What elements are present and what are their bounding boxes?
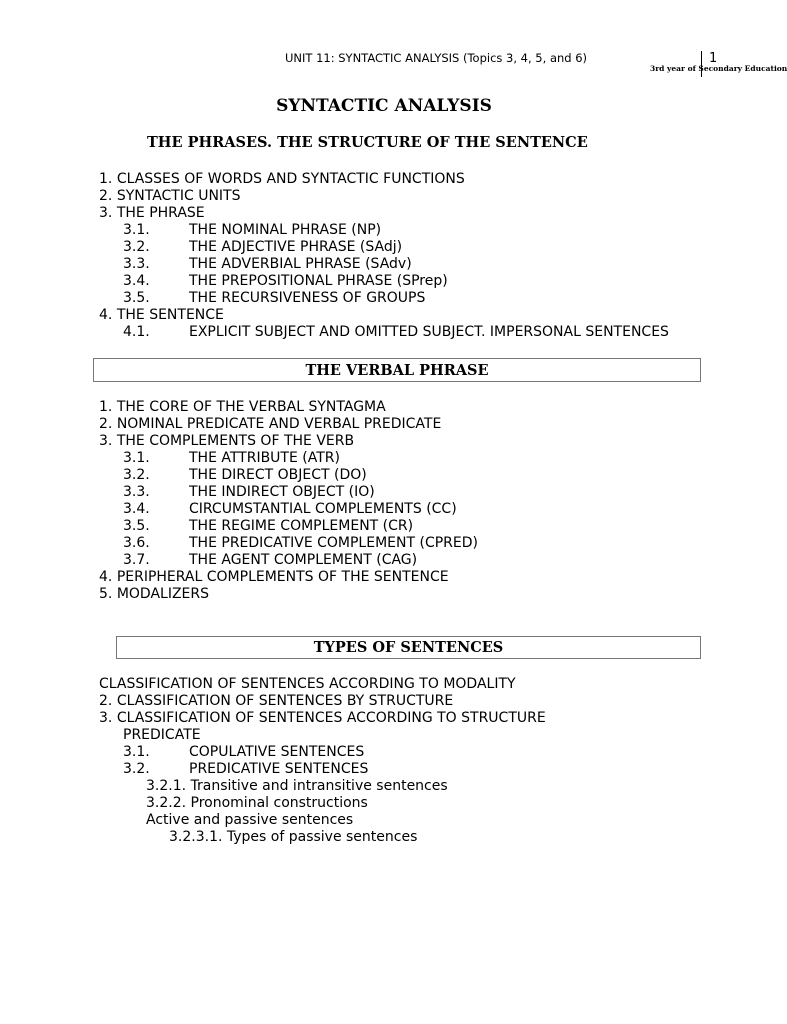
list-item: THE PREDICATIVE COMPLEMENT (CPRED) — [189, 535, 478, 551]
list-item: Active and passive sentences — [146, 812, 354, 828]
list-item-number: 4.1. — [123, 324, 150, 340]
list-item-number: 3.2. — [123, 761, 150, 777]
list-item: 1. THE CORE OF THE VERBAL SYNTAGMA — [99, 399, 386, 415]
page-title: SYNTACTIC ANALYSIS — [276, 96, 492, 116]
page-number: 1 — [709, 51, 718, 66]
list-item: THE ATTRIBUTE (ATR) — [189, 450, 340, 466]
list-item-number: 3.3. — [123, 256, 150, 272]
list-item: 2. NOMINAL PREDICATE AND VERBAL PREDICATE — [99, 416, 442, 432]
list-item-number: 3.7. — [123, 552, 150, 568]
list-item-number: 3.5. — [123, 290, 150, 306]
section-heading-box: TYPES OF SENTENCES — [116, 636, 701, 659]
list-item-number: 3.4. — [123, 273, 150, 289]
list-item: THE ADJECTIVE PHRASE (SAdj) — [189, 239, 403, 255]
list-item: 3.2.2. Pronominal constructions — [146, 795, 368, 811]
list-item-number: 3.1. — [123, 450, 150, 466]
list-item: THE DIRECT OBJECT (DO) — [189, 467, 367, 483]
running-header: UNIT 11: SYNTACTIC ANALYSIS (Topics 3, 4, 5, and 6) — [285, 51, 588, 65]
course-label: 3rd year of Secondary Education — [650, 64, 787, 73]
list-item: EXPLICIT SUBJECT AND OMITTED SUBJECT. IMPERSONAL SENTENCES — [189, 324, 669, 340]
list-item: THE NOMINAL PHRASE (NP) — [189, 222, 382, 238]
list-item: 3. THE COMPLEMENTS OF THE VERB — [99, 433, 355, 449]
list-item-continuation: PREDICATE — [123, 727, 201, 743]
section-heading-box: THE VERBAL PHRASE — [93, 358, 701, 382]
list-item-number: 3.1. — [123, 222, 150, 238]
list-item: PREDICATIVE SENTENCES — [189, 761, 369, 777]
list-item: 5. MODALIZERS — [99, 586, 210, 602]
list-item: THE ADVERBIAL PHRASE (SAdv) — [189, 256, 412, 272]
list-item: 3.2.3.1. Types of passive sentences — [169, 829, 418, 845]
list-item: COPULATIVE SENTENCES — [189, 744, 365, 760]
list-item-number: 3.5. — [123, 518, 150, 534]
list-item-number: 3.6. — [123, 535, 150, 551]
list-item: 2. CLASSIFICATION OF SENTENCES BY STRUCTURE — [99, 693, 454, 709]
list-item: THE AGENT COMPLEMENT (CAG) — [189, 552, 418, 568]
list-item-number: 3.1. — [123, 744, 150, 760]
list-item: 3. THE PHRASE — [99, 205, 205, 221]
list-item: 1. CLASSES OF WORDS AND SYNTACTIC FUNCTIONS — [99, 171, 465, 187]
list-item: THE PREPOSITIONAL PHRASE (SPrep) — [189, 273, 448, 289]
list-item: THE RECURSIVENESS OF GROUPS — [189, 290, 426, 306]
list-item-number: 3.3. — [123, 484, 150, 500]
list-item: THE REGIME COMPLEMENT (CR) — [189, 518, 414, 534]
list-item-number: 3.2. — [123, 467, 150, 483]
list-item: 2. SYNTACTIC UNITS — [99, 188, 241, 204]
list-item: 3.2.1. Transitive and intransitive sentences — [146, 778, 448, 794]
list-item: 4. THE SENTENCE — [99, 307, 224, 323]
list-item: 3. CLASSIFICATION OF SENTENCES ACCORDING TO STRUCTURE — [99, 710, 546, 726]
page-subtitle: THE PHRASES. THE STRUCTURE OF THE SENTENCE — [147, 134, 588, 151]
list-item-number: 3.2. — [123, 239, 150, 255]
list-item: THE INDIRECT OBJECT (IO) — [189, 484, 375, 500]
list-item: 4. PERIPHERAL COMPLEMENTS OF THE SENTENCE — [99, 569, 449, 585]
list-item: CIRCUMSTANTIAL COMPLEMENTS (CC) — [189, 501, 457, 517]
list-item: CLASSIFICATION OF SENTENCES ACCORDING TO MODALITY — [99, 676, 516, 692]
list-item-number: 3.4. — [123, 501, 150, 517]
